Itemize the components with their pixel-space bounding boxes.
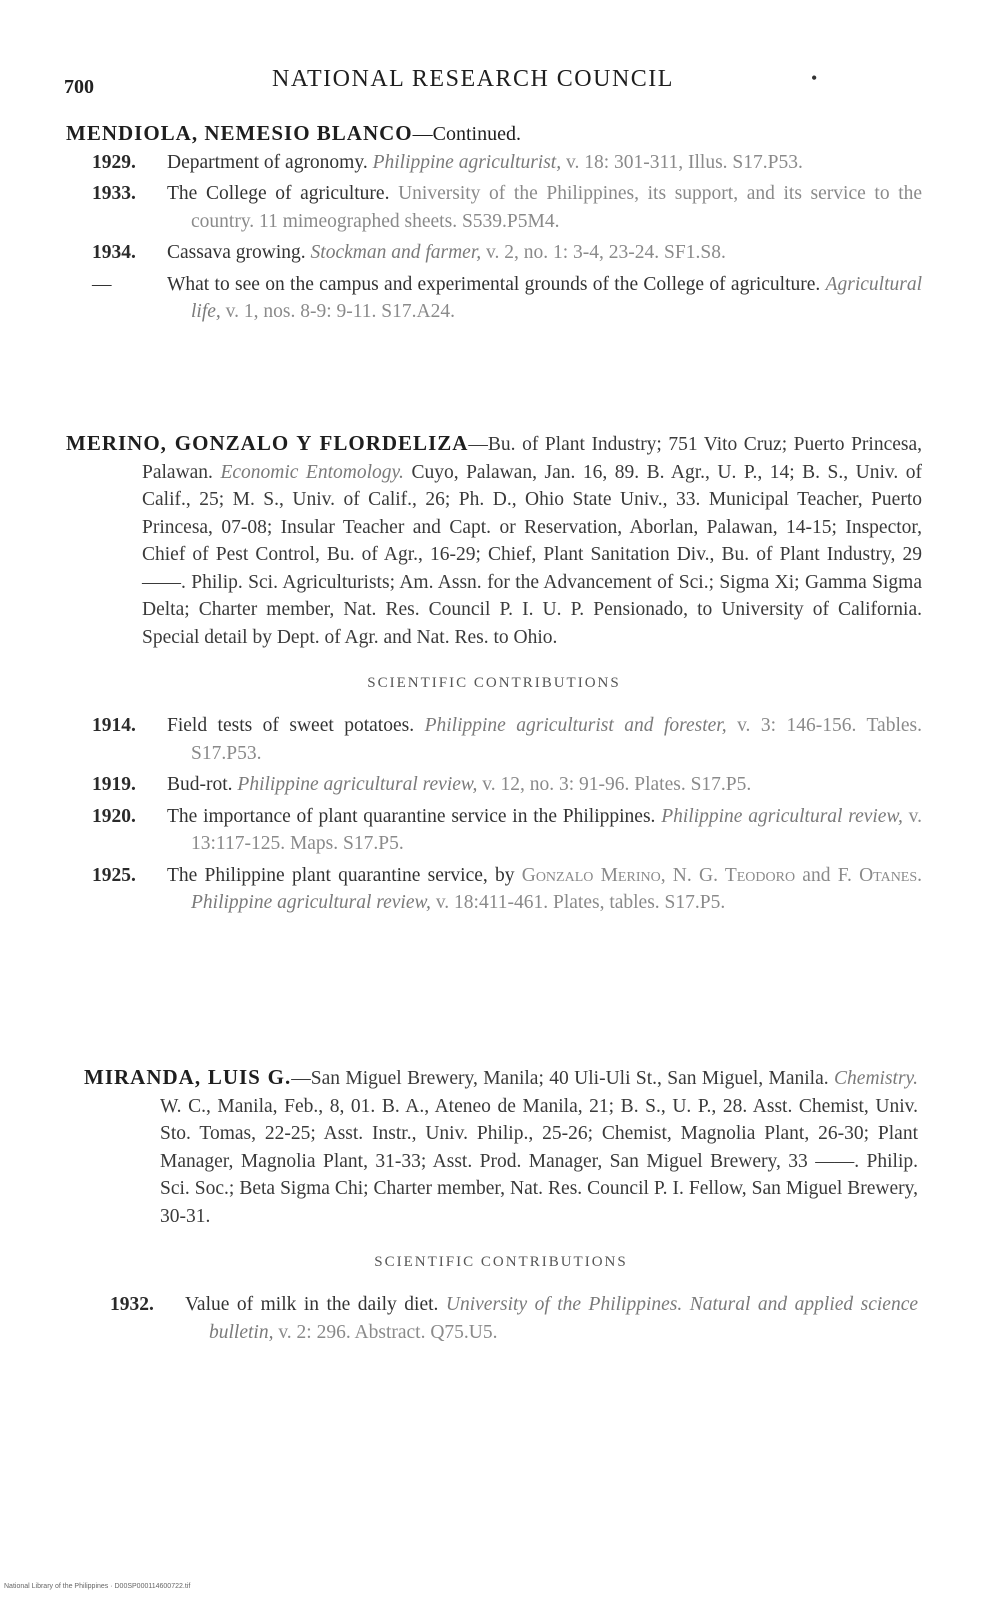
bio-address: —San Miguel Brewery, Manila; 40 Uli-Uli St., San Miguel, Manila.: [291, 1068, 829, 1089]
citation-year: 1920.: [92, 805, 136, 827]
citation-conjunction: and: [802, 864, 831, 886]
citation-details: v. 13:117-125. Maps. S17.P5.: [191, 805, 923, 854]
citation-text: [167, 180, 922, 235]
bio-details: W. C., Manila, Feb., 8, 01. B. A., Ateneo de Manila, 21; B. S., U. P., 28. Asst. Chemist, Univ. Sto. Tomas, 22-25; Asst. Instr., Univ. Philip., 25-26; Chemist, Magnolia Plant, 26-30; Plant Manager, Magnolia Plant, 31-33; Asst. Prod. Manager, San Miguel Brewery, 33 ——. Philip. Sci. Soc.; Beta Sigma Chi; Charter member, Nat. Res. Council P. I. Fellow, San Miguel Brewery, 30-31.: [160, 1095, 918, 1227]
citation-year: 1919.: [92, 774, 136, 795]
citation-item: [66, 239, 922, 267]
citation-item: [66, 271, 922, 326]
citation-title: Value of milk in the daily diet.: [185, 1294, 439, 1315]
entry-miranda: [84, 1064, 918, 1350]
citation-authors: Gonzalo Merino, N. G. Teodoro: [521, 864, 796, 886]
citation-year: 1929.: [92, 151, 136, 173]
biography: [84, 1064, 918, 1230]
bio-field: Economic Entomology.: [220, 461, 404, 483]
citation-details: v. 18:411-461. Plates, tables. S17.P5.: [435, 892, 726, 913]
citation-journal: Agricultural life,: [191, 273, 923, 322]
bio-field: Chemistry.: [834, 1068, 919, 1089]
citation-item: [66, 180, 922, 235]
bio-address: —Bu. of Plant Industry; 751 Vito Cruz; Puerto Princesa, Palawan.: [142, 434, 923, 483]
citation-year: 1914.: [92, 715, 136, 736]
citation-title: Cassava growing.: [167, 242, 306, 263]
citation-year: 1932.: [110, 1294, 154, 1315]
citation-title: Field tests of sweet potatoes.: [167, 715, 415, 736]
citation-text: [167, 149, 922, 177]
citation-details: v. 18: 301-311, Illus. S17.P53.: [565, 151, 803, 173]
citation-year: 1933.: [92, 183, 136, 204]
citation-text: [167, 803, 922, 858]
citation-text: [185, 1291, 918, 1346]
page-header: [64, 66, 914, 106]
citation-title: The Philippine plant quarantine service, by: [167, 864, 515, 886]
citation-text: [167, 862, 922, 917]
entry-name: MERINO, GONZALO Y FLORDELIZA: [66, 431, 469, 455]
citation-item: [66, 803, 922, 858]
citation-journal: Philippine agriculturist,: [372, 151, 562, 173]
ink-dot: •: [811, 68, 818, 88]
continued-label: —Continued.: [412, 123, 521, 145]
citation-details: v. 2, no. 1: 3-4, 23-24. SF1.S8.: [486, 242, 726, 263]
citation-details: v. 1, nos. 8-9: 9-11. S17.A24.: [225, 301, 455, 322]
citation-text: [167, 239, 922, 267]
citation-item: [66, 862, 922, 917]
citation-item: [66, 771, 922, 799]
citation-text: [167, 771, 922, 799]
citation-journal: Philippine agricultural review,: [191, 892, 431, 913]
citation-journal: Philippine agricultural review,: [237, 774, 478, 795]
citation-journal: Stockman and farmer,: [310, 242, 482, 263]
section-heading: SCIENTIFIC CONTRIBUTIONS: [374, 1254, 628, 1270]
citation-text: [167, 271, 922, 326]
citation-title: What to see on the campus and experimental grounds of the College of agriculture.: [167, 273, 821, 295]
citation-year: 1925.: [92, 864, 136, 886]
citation-journal: University of the Philippines. Natural and applied science bulletin,: [209, 1294, 918, 1343]
entry-mendiola: [66, 120, 922, 330]
bio-details: Cuyo, Palawan, Jan. 16, 89. B. Agr., U. P., 14; B. S., Univ. of Calif., 25; M. S., Univ. of Calif., 26; Ph. D., Ohio State Univ., 33. Municipal Teacher, Puerto Princesa, 07-08; Insular Teacher and Capt. or Reservation, Aborlan, Palawan, 14-15; Inspector, Chief of Pest Control, Bu. of Agr., 16-29; Chief, Plant Sanitation Div., Bu. of Plant Industry, 29 ——. Philip. Sci. Agriculturists; Am. Assn. for the Advancement of Sci.; Sigma Xi; Gamma Sigma Delta; Charter member, Nat. Res. Council P. I. U. P. Pensionado, to University of California. Special detail by Dept. of Agr. and Nat. Res. to Ohio.: [142, 461, 922, 648]
running-title: NATIONAL RESEARCH COUNCIL: [272, 66, 674, 92]
citation-item: [66, 149, 922, 177]
citation-year: —: [92, 273, 112, 295]
citation-item: [66, 712, 922, 767]
scan-footer: National Library of the Philippines · D00SP000114600722.tif: [4, 1583, 191, 1590]
page-number: 700: [64, 76, 94, 98]
citation-title: Department of agronomy.: [167, 151, 368, 173]
section-heading: SCIENTIFIC CONTRIBUTIONS: [367, 675, 621, 691]
entry-name: MENDIOLA, NEMESIO BLANCO: [66, 121, 413, 145]
citation-year: 1934.: [92, 242, 136, 263]
citation-title: The College of agriculture.: [167, 183, 390, 204]
citation-author-last: F. Otanes.: [837, 864, 923, 886]
citation-details: v. 2: 296. Abstract. Q75.U5.: [278, 1321, 498, 1343]
citation-details: v. 12, no. 3: 91-96. Plates. S17.P5.: [482, 774, 752, 795]
citation-title: The importance of plant quarantine service in the Philippines.: [167, 805, 656, 827]
citation-item: [84, 1291, 918, 1346]
citation-journal: Philippine agricultural review,: [661, 805, 903, 827]
citation-journal: Philippine agriculturist and forester,: [424, 715, 727, 736]
citation-details: v. 3: 146-156. Tables. S17.P53.: [191, 715, 922, 764]
entry-merino: [66, 430, 922, 921]
entry-name: MIRANDA, LUIS G.: [84, 1065, 292, 1089]
biography: [66, 430, 922, 651]
citation-details: University of the Philippines, its support, and its service to the country. 11 mimeographed sheets. S539.P5M4.: [191, 183, 923, 232]
citation-text: [167, 712, 922, 767]
entry-heading: [66, 120, 922, 149]
citation-title: Bud-rot.: [167, 774, 233, 795]
